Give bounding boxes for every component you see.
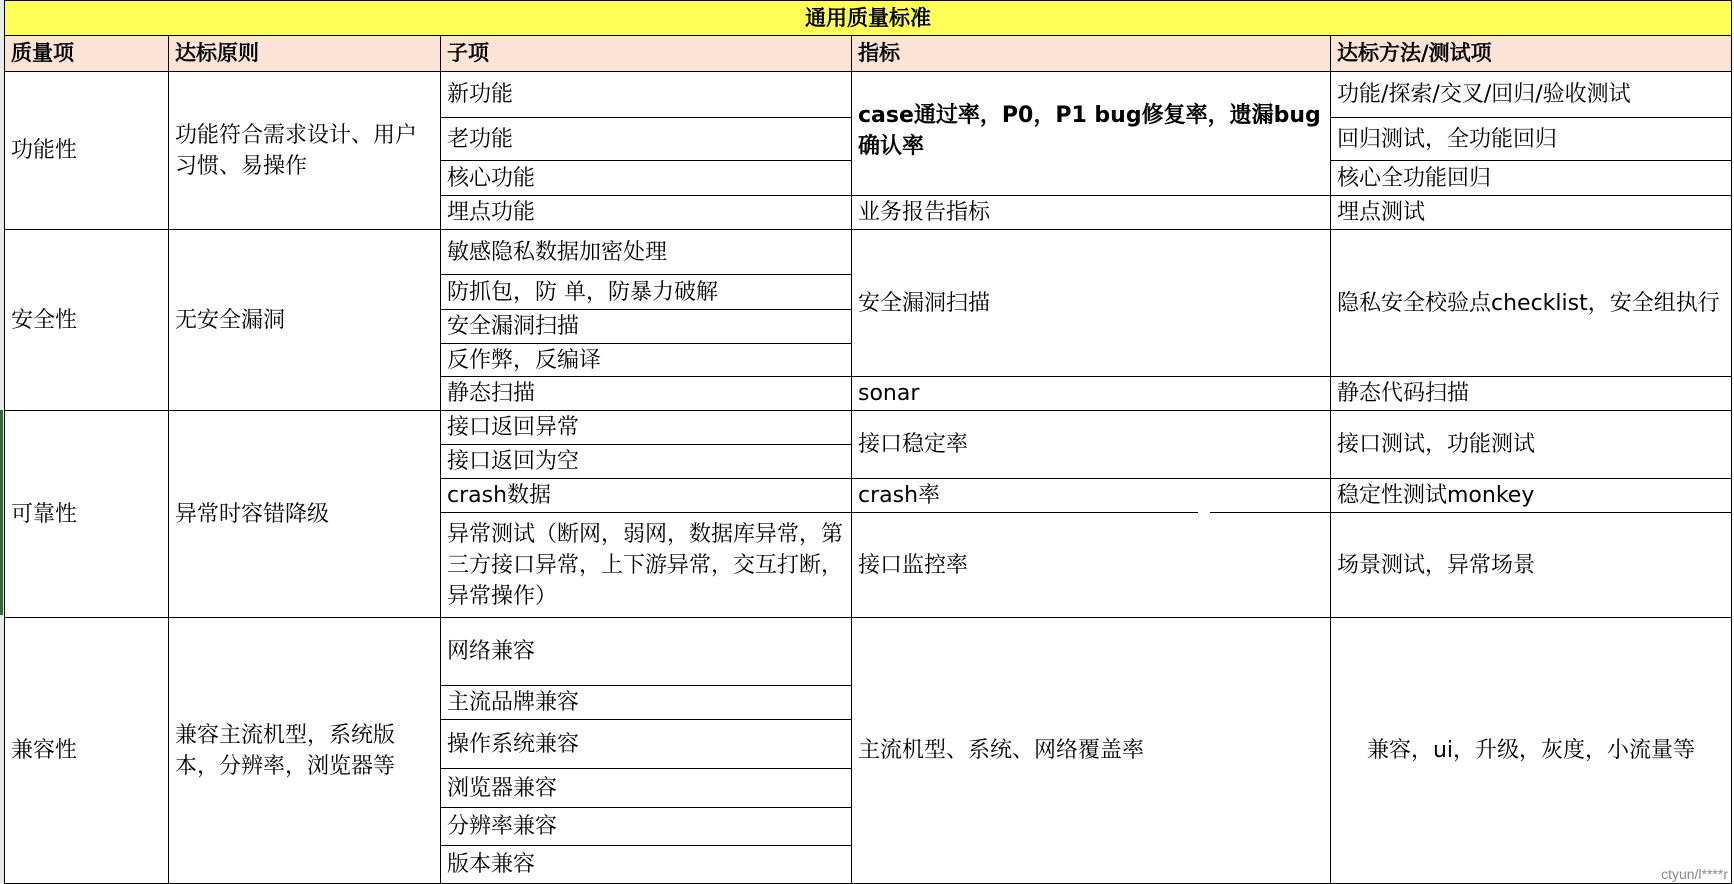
sub-item-text: 新功能 bbox=[447, 82, 514, 107]
sub-item bbox=[441, 161, 852, 196]
sub-item bbox=[441, 808, 852, 846]
method-reliability-text: 稳定性测试monkey bbox=[1337, 483, 1535, 508]
header-principle bbox=[169, 36, 441, 72]
method-reliability bbox=[1331, 411, 1732, 479]
metric-reliability-text: 接口稳定率 bbox=[858, 432, 969, 457]
watermark: ctyun/l****r bbox=[1661, 866, 1728, 882]
method-security bbox=[1331, 230, 1732, 377]
table-title-text: 通用质量标准 bbox=[805, 5, 931, 30]
sub-item bbox=[441, 618, 852, 686]
metric-reliability bbox=[852, 479, 1331, 513]
method-static-text: 静态代码扫描 bbox=[1337, 381, 1470, 406]
sub-item bbox=[441, 196, 852, 230]
sub-item-text: 安全漏洞扫描 bbox=[447, 314, 580, 339]
sub-item-text: 接口返回为空 bbox=[447, 449, 580, 474]
category-security-text: 安全性 bbox=[11, 307, 78, 333]
header-metric bbox=[852, 36, 1331, 72]
sub-item bbox=[441, 377, 852, 411]
metric-reliability-text: crash率 bbox=[858, 483, 941, 508]
metric-functionality bbox=[852, 72, 1331, 196]
header-method bbox=[1331, 36, 1732, 72]
sub-item bbox=[441, 411, 852, 445]
principle-functionality bbox=[169, 72, 441, 230]
method-item bbox=[1331, 118, 1732, 161]
metric-tracking-text: 业务报告指标 bbox=[858, 200, 991, 225]
metric-static-text: sonar bbox=[858, 381, 920, 406]
sub-item-text: 敏感隐私数据加密处理 bbox=[447, 239, 668, 265]
metric-reliability bbox=[852, 411, 1331, 479]
method-security-text: 隐私安全校验点checklist，安全组执行 bbox=[1337, 290, 1720, 316]
sub-item-text: 浏览器兼容 bbox=[447, 775, 558, 801]
category-compatibility-text: 兼容性 bbox=[11, 738, 78, 763]
sub-item bbox=[441, 344, 852, 377]
header-metric-text: 指标 bbox=[858, 41, 900, 65]
table-title bbox=[4, 0, 1732, 36]
sub-item-text: 核心功能 bbox=[447, 165, 536, 191]
sub-item-text: 防抓包，防 单，防暴力破解 bbox=[447, 279, 718, 305]
category-reliability bbox=[4, 411, 169, 618]
sub-item-text: 埋点功能 bbox=[447, 200, 536, 225]
sub-item-text: 静态扫描 bbox=[447, 381, 536, 406]
metric-security bbox=[852, 230, 1331, 377]
sub-item-text: 异常测试（断网，弱网，数据库异常，第三方接口异常，上下游异常，交互打断，异常操作） bbox=[447, 521, 844, 609]
method-static bbox=[1331, 377, 1732, 411]
method-item bbox=[1331, 161, 1732, 196]
sub-item-text: 主流品牌兼容 bbox=[447, 690, 580, 715]
sub-item bbox=[441, 479, 852, 513]
sub-item bbox=[441, 72, 852, 118]
method-item bbox=[1331, 72, 1732, 118]
border-gap bbox=[1198, 510, 1210, 516]
principle-reliability-text: 异常时容错降级 bbox=[175, 501, 330, 527]
category-functionality bbox=[4, 72, 169, 230]
sub-item bbox=[441, 720, 852, 769]
sub-item bbox=[441, 513, 852, 618]
principle-security bbox=[169, 230, 441, 411]
sub-item-text: 版本兼容 bbox=[447, 852, 536, 877]
header-principle-text: 达标原则 bbox=[175, 41, 259, 65]
sub-item-text: 反作弊，反编译 bbox=[447, 347, 602, 373]
principle-compatibility-text: 兼容主流机型，系统版本，分辨率，浏览器等 bbox=[175, 722, 396, 779]
metric-compatibility bbox=[852, 618, 1331, 884]
principle-reliability bbox=[169, 411, 441, 618]
method-reliability bbox=[1331, 513, 1732, 618]
category-security bbox=[4, 230, 169, 411]
method-reliability bbox=[1331, 479, 1732, 513]
header-sub-item-text: 子项 bbox=[447, 41, 489, 65]
method-item-text: 埋点测试 bbox=[1337, 200, 1426, 225]
sub-item bbox=[441, 118, 852, 161]
green-edge-marker bbox=[0, 410, 3, 615]
sub-item bbox=[441, 230, 852, 275]
sub-item-text: crash数据 bbox=[447, 483, 552, 508]
principle-functionality-text: 功能符合需求设计、用户习惯、易操作 bbox=[175, 122, 418, 179]
metric-compatibility-text: 主流机型、系统、网络覆盖率 bbox=[858, 738, 1145, 763]
metric-functionality-text: case通过率，P0，P1 bug修复率，遗漏bug确认率 bbox=[858, 103, 1321, 159]
header-category bbox=[4, 36, 169, 72]
sub-item bbox=[441, 846, 852, 884]
sub-item-text: 分辨率兼容 bbox=[447, 814, 558, 839]
metric-reliability-text: 接口监控率 bbox=[858, 552, 969, 578]
principle-security-text: 无安全漏洞 bbox=[175, 307, 286, 333]
category-compatibility bbox=[4, 618, 169, 884]
sub-item bbox=[441, 769, 852, 808]
metric-reliability bbox=[852, 513, 1331, 618]
header-category-text: 质量项 bbox=[11, 41, 74, 65]
sub-item-text: 操作系统兼容 bbox=[447, 731, 580, 757]
sub-item-text: 接口返回异常 bbox=[447, 415, 580, 440]
sub-item bbox=[441, 686, 852, 720]
sub-item bbox=[441, 310, 852, 344]
category-reliability-text: 可靠性 bbox=[11, 501, 78, 527]
method-item-text: 功能/探索/交叉/回归/验收测试 bbox=[1337, 82, 1631, 107]
principle-compatibility bbox=[169, 618, 441, 884]
metric-tracking bbox=[852, 196, 1331, 230]
method-item-text: 回归测试，全功能回归 bbox=[1337, 126, 1558, 152]
method-compatibility-text: 兼容，ui，升级，灰度，小流量等 bbox=[1366, 738, 1696, 763]
header-sub-item bbox=[441, 36, 852, 72]
sub-item-text: 老功能 bbox=[447, 126, 514, 152]
sub-item bbox=[441, 275, 852, 310]
category-functionality-text: 功能性 bbox=[11, 138, 78, 163]
metric-static bbox=[852, 377, 1331, 411]
sub-item bbox=[441, 445, 852, 479]
header-method-text: 达标方法/测试项 bbox=[1337, 41, 1492, 65]
method-reliability-text: 接口测试，功能测试 bbox=[1337, 432, 1536, 457]
method-item-text: 核心全功能回归 bbox=[1337, 165, 1492, 191]
method-compatibility bbox=[1331, 618, 1732, 884]
metric-security-text: 安全漏洞扫描 bbox=[858, 290, 991, 316]
sub-item-text: 网络兼容 bbox=[447, 639, 536, 664]
method-item bbox=[1331, 196, 1732, 230]
method-reliability-text: 场景测试，异常场景 bbox=[1337, 552, 1536, 578]
